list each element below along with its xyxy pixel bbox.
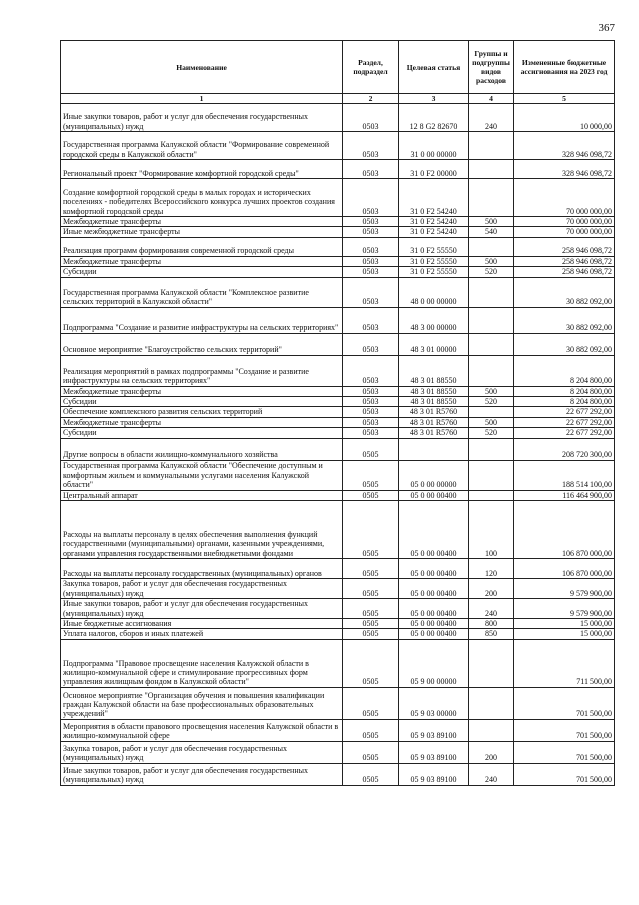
row-amount: 70 000 000,00 — [514, 179, 615, 217]
table-row — [61, 160, 615, 179]
row-amount: 30 882 092,00 — [514, 277, 615, 307]
table-row — [61, 217, 615, 227]
row-amount: 116 464 900,00 — [514, 490, 615, 500]
row-amount: 701 500,00 — [514, 763, 615, 785]
row-amount: 701 500,00 — [514, 687, 615, 719]
column-number: 4 — [469, 94, 514, 104]
header-section: Раздел, подраздел — [343, 41, 399, 94]
row-group — [469, 179, 514, 217]
row-section: 0505 — [343, 741, 399, 763]
row-amount: 9 579 900,00 — [514, 599, 615, 619]
row-name: Подпрограмма "Правовое просвещение населения Калужской области в жилищно-коммунальной сфере и стимулирование прогрессивных форм управления жилищным фондом в Калужской области" — [61, 639, 343, 687]
table-row — [61, 104, 615, 132]
table-row — [61, 179, 615, 217]
table-row — [61, 619, 615, 629]
row-target: 31 0 00 00000 — [399, 132, 469, 160]
row-target: 05 0 00 00400 — [399, 579, 469, 599]
row-name: Реализация мероприятий в рамках подпрограммы "Создание и развитие инфраструктуры на сельских территориях" — [61, 355, 343, 386]
row-amount: 701 500,00 — [514, 719, 615, 741]
row-group: 540 — [469, 227, 514, 237]
row-target: 05 9 00 00000 — [399, 639, 469, 687]
row-amount: 22 677 292,00 — [514, 417, 615, 427]
row-section: 0505 — [343, 629, 399, 639]
row-name: Государственная программа Калужской области "Комплексное развитие сельских территорий в Калужской области" — [61, 277, 343, 307]
row-target: 05 0 00 00400 — [399, 501, 469, 559]
row-section: 0503 — [343, 160, 399, 179]
header-target: Целевая статья — [399, 41, 469, 94]
row-amount: 15 000,00 — [514, 619, 615, 629]
row-group: 120 — [469, 559, 514, 579]
row-section: 0505 — [343, 619, 399, 629]
row-group: 500 — [469, 417, 514, 427]
table-row — [61, 386, 615, 396]
row-name: Иные закупки товаров, работ и услуг для обеспечения государственных (муниципальных) нужд — [61, 763, 343, 785]
row-amount: 258 946 098,72 — [514, 267, 615, 277]
table-row — [61, 333, 615, 355]
row-section: 0503 — [343, 277, 399, 307]
column-number-row — [61, 94, 615, 104]
row-group — [469, 307, 514, 333]
row-target: 05 9 03 89100 — [399, 719, 469, 741]
row-target: 05 0 00 00400 — [399, 559, 469, 579]
row-section: 0503 — [343, 179, 399, 217]
row-target: 48 3 00 00000 — [399, 307, 469, 333]
row-target: 31 0 F2 55550 — [399, 237, 469, 256]
table-row — [61, 355, 615, 386]
row-name: Иные закупки товаров, работ и услуг для обеспечения государственных (муниципальных) нужд — [61, 104, 343, 132]
row-section: 0503 — [343, 237, 399, 256]
row-group — [469, 277, 514, 307]
row-group — [469, 639, 514, 687]
row-target: 48 3 01 88550 — [399, 386, 469, 396]
table-row — [61, 407, 615, 417]
row-amount: 10 000,00 — [514, 104, 615, 132]
row-amount: 70 000 000,00 — [514, 217, 615, 227]
row-group: 100 — [469, 501, 514, 559]
row-amount: 8 204 800,00 — [514, 355, 615, 386]
row-target: 31 0 F2 55550 — [399, 256, 469, 266]
row-target: 05 0 00 00400 — [399, 490, 469, 500]
row-amount: 188 514 100,00 — [514, 460, 615, 490]
row-target: 31 0 F2 00000 — [399, 160, 469, 179]
row-amount: 106 870 000,00 — [514, 559, 615, 579]
row-target: 12 8 G2 82670 — [399, 104, 469, 132]
row-name: Межбюджетные трансферты — [61, 417, 343, 427]
row-amount: 9 579 900,00 — [514, 579, 615, 599]
row-name: Подпрограмма "Создание и развитие инфраструктуры на сельских территориях" — [61, 307, 343, 333]
row-name: Иные межбюджетные трансферты — [61, 227, 343, 237]
row-name: Мероприятия в области правового просвещения населения Калужской области в жилищно-коммунальной сфере — [61, 719, 343, 741]
row-target: 48 3 01 R5760 — [399, 428, 469, 438]
row-target: 48 3 01 88550 — [399, 397, 469, 407]
row-section: 0505 — [343, 599, 399, 619]
table-row — [61, 227, 615, 237]
table-row — [61, 460, 615, 490]
row-target: 05 0 00 00400 — [399, 619, 469, 629]
row-group — [469, 687, 514, 719]
table-row — [61, 277, 615, 307]
row-group: 500 — [469, 386, 514, 396]
header-group: Группы и подгруппы видов расходов — [469, 41, 514, 94]
table-row — [61, 256, 615, 266]
row-group — [469, 407, 514, 417]
table-row — [61, 438, 615, 460]
row-name: Расходы на выплаты персоналу государственных (муниципальных) органов — [61, 559, 343, 579]
row-name: Реализация программ формирования современной городской среды — [61, 237, 343, 256]
row-name: Государственная программа Калужской области "Формирование современной городской среды в Калужской области" — [61, 132, 343, 160]
row-group: 240 — [469, 763, 514, 785]
row-section: 0505 — [343, 501, 399, 559]
row-target: 48 3 01 R5760 — [399, 417, 469, 427]
page-number: 367 — [598, 22, 615, 34]
row-amount: 106 870 000,00 — [514, 501, 615, 559]
row-amount: 70 000 000,00 — [514, 227, 615, 237]
row-group: 850 — [469, 629, 514, 639]
row-target: 48 0 00 00000 — [399, 277, 469, 307]
row-amount: 22 677 292,00 — [514, 428, 615, 438]
row-name: Центральный аппарат — [61, 490, 343, 500]
row-group: 800 — [469, 619, 514, 629]
row-target — [399, 438, 469, 460]
row-name: Государственная программа Калужской области "Обеспечение доступным и комфортным жильем и коммунальными услугами населения Калужской области" — [61, 460, 343, 490]
table-row — [61, 599, 615, 619]
column-number: 1 — [61, 94, 343, 104]
row-group: 500 — [469, 256, 514, 266]
row-amount: 711 500,00 — [514, 639, 615, 687]
row-section: 0503 — [343, 386, 399, 396]
row-group: 240 — [469, 104, 514, 132]
row-amount: 30 882 092,00 — [514, 333, 615, 355]
row-name: Субсидии — [61, 397, 343, 407]
row-section: 0503 — [343, 333, 399, 355]
table-row — [61, 132, 615, 160]
table-row — [61, 763, 615, 785]
row-name: Расходы на выплаты персоналу в целях обеспечения выполнения функций государственными (муниципальными) органами, казенными учреждениями, органами управления государственными внебюджетными фондами — [61, 501, 343, 559]
row-section: 0503 — [343, 256, 399, 266]
row-section: 0505 — [343, 763, 399, 785]
row-group — [469, 719, 514, 741]
row-section: 0505 — [343, 719, 399, 741]
row-section: 0503 — [343, 355, 399, 386]
row-name: Межбюджетные трансферты — [61, 386, 343, 396]
row-group: 500 — [469, 217, 514, 227]
row-amount: 258 946 098,72 — [514, 237, 615, 256]
table-row — [61, 741, 615, 763]
row-name: Субсидии — [61, 428, 343, 438]
row-section: 0503 — [343, 227, 399, 237]
row-name: Уплата налогов, сборов и иных платежей — [61, 629, 343, 639]
column-number: 2 — [343, 94, 399, 104]
row-name: Создание комфортной городской среды в малых городах и исторических поселениях - победителях Всероссийского конкурса лучших проектов создания комфортной городской среды — [61, 179, 343, 217]
row-group: 200 — [469, 741, 514, 763]
row-name: Региональный проект "Формирование комфортной городской среды" — [61, 160, 343, 179]
row-amount: 15 000,00 — [514, 629, 615, 639]
row-name: Закупка товаров, работ и услуг для обеспечения государственных (муниципальных) нужд — [61, 741, 343, 763]
row-amount: 208 720 300,00 — [514, 438, 615, 460]
row-group: 240 — [469, 599, 514, 619]
table-row — [61, 501, 615, 559]
row-target: 48 3 01 R5760 — [399, 407, 469, 417]
row-section: 0503 — [343, 407, 399, 417]
budget-table — [60, 40, 615, 786]
row-section: 0505 — [343, 639, 399, 687]
row-amount: 8 204 800,00 — [514, 397, 615, 407]
header-row — [61, 41, 615, 94]
row-group — [469, 132, 514, 160]
row-group: 520 — [469, 397, 514, 407]
row-section: 0505 — [343, 490, 399, 500]
row-section: 0503 — [343, 217, 399, 227]
column-number: 3 — [399, 94, 469, 104]
row-name: Основное мероприятие "Благоустройство сельских территорий" — [61, 333, 343, 355]
row-amount: 328 946 098,72 — [514, 132, 615, 160]
table-row — [61, 490, 615, 500]
table-row — [61, 307, 615, 333]
row-amount: 30 882 092,00 — [514, 307, 615, 333]
row-group — [469, 160, 514, 179]
row-section: 0503 — [343, 104, 399, 132]
row-target: 05 0 00 00000 — [399, 460, 469, 490]
row-target: 05 9 03 89100 — [399, 763, 469, 785]
row-target: 05 0 00 00400 — [399, 629, 469, 639]
row-section: 0505 — [343, 579, 399, 599]
table-row — [61, 428, 615, 438]
column-number: 5 — [514, 94, 615, 104]
row-section: 0505 — [343, 559, 399, 579]
row-amount: 8 204 800,00 — [514, 386, 615, 396]
row-target: 48 3 01 00000 — [399, 333, 469, 355]
row-group — [469, 333, 514, 355]
row-group — [469, 460, 514, 490]
header-name: Наименование — [61, 41, 343, 94]
row-amount: 258 946 098,72 — [514, 256, 615, 266]
row-section: 0503 — [343, 428, 399, 438]
row-target: 31 0 F2 54240 — [399, 227, 469, 237]
row-section: 0505 — [343, 438, 399, 460]
row-group: 200 — [469, 579, 514, 599]
row-group: 520 — [469, 267, 514, 277]
row-target: 05 9 03 89100 — [399, 741, 469, 763]
row-target: 31 0 F2 55550 — [399, 267, 469, 277]
table-row — [61, 719, 615, 741]
row-name: Межбюджетные трансферты — [61, 256, 343, 266]
row-group — [469, 355, 514, 386]
row-group — [469, 490, 514, 500]
row-section: 0505 — [343, 460, 399, 490]
table-row — [61, 629, 615, 639]
row-amount: 328 946 098,72 — [514, 160, 615, 179]
row-target: 48 3 01 88550 — [399, 355, 469, 386]
row-target: 31 0 F2 54240 — [399, 179, 469, 217]
row-name: Субсидии — [61, 267, 343, 277]
row-target: 05 0 00 00400 — [399, 599, 469, 619]
row-amount: 701 500,00 — [514, 741, 615, 763]
table-row — [61, 237, 615, 256]
table-row — [61, 417, 615, 427]
row-name: Обеспечение комплексного развития сельских территорий — [61, 407, 343, 417]
row-section: 0503 — [343, 417, 399, 427]
row-section: 0503 — [343, 307, 399, 333]
row-section: 0503 — [343, 267, 399, 277]
row-name: Основное мероприятие "Организация обучения и повышения квалификации граждан Калужской области на базе профессиональных образовательных учреждений" — [61, 687, 343, 719]
row-name: Закупка товаров, работ и услуг для обеспечения государственных (муниципальных) нужд — [61, 579, 343, 599]
row-amount: 22 677 292,00 — [514, 407, 615, 417]
row-name: Межбюджетные трансферты — [61, 217, 343, 227]
row-section: 0503 — [343, 132, 399, 160]
table-row — [61, 267, 615, 277]
row-name: Иные закупки товаров, работ и услуг для обеспечения государственных (муниципальных) нужд — [61, 599, 343, 619]
row-name: Иные бюджетные ассигнования — [61, 619, 343, 629]
row-group: 520 — [469, 428, 514, 438]
table-row — [61, 639, 615, 687]
row-section: 0503 — [343, 397, 399, 407]
row-section: 0505 — [343, 687, 399, 719]
header-amount: Измененные бюджетные ассигнования на 2023 год — [514, 41, 615, 94]
row-target: 05 9 03 00000 — [399, 687, 469, 719]
row-group — [469, 237, 514, 256]
table-body — [61, 104, 615, 786]
table-row — [61, 687, 615, 719]
row-group — [469, 438, 514, 460]
row-name: Другие вопросы в области жилищно-коммунального хозяйства — [61, 438, 343, 460]
table-row — [61, 579, 615, 599]
table-row — [61, 559, 615, 579]
row-target: 31 0 F2 54240 — [399, 217, 469, 227]
table-row — [61, 397, 615, 407]
